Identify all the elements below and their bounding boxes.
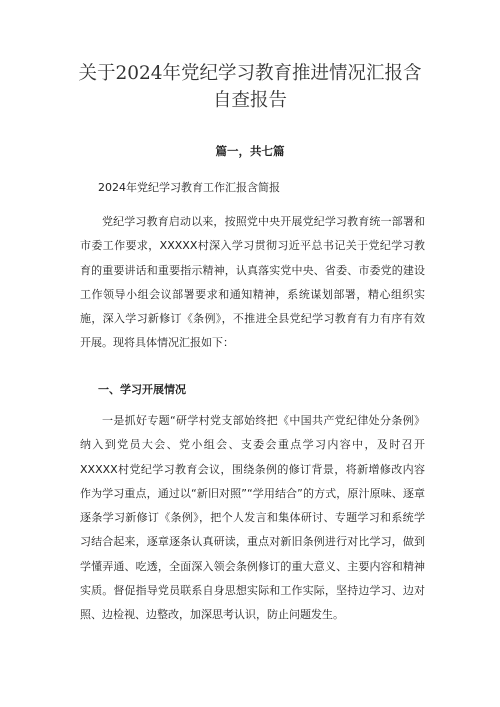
report-subtitle: 2024年党纪学习教育工作汇报含简报 xyxy=(98,181,280,194)
learning-paragraph: 一是抓好专题“研学村党支部始终把《中国共产党纪律处分条例》纳入到党员大会、党小组会、支委会重点学习内容中，及时召开XXXXX村党纪学习教育会议，围绕条例的修订背景，将新增修改内容作为学习重点，通过以“新旧对照”“学用结合”的方式，原汁原味、逐章逐条学习新修订《条例》，把个人发言和集体研讨、专题学习和系统学习结合起来，逐章逐条认真研读，重点对新旧条例进行对比学习，做到学懂弄通、吃透，全面深入领会条例修订的重大意义、主要内容和精神实质。督促指导党员联系自身思想实际和工作实际，坚持边学习、边对照、边检视、边整改，加深思考认识，防止问题发生。 xyxy=(80,414,425,622)
heading-learning-situation: 一、学习开展情况 xyxy=(98,383,186,396)
document-title-line2: 自查报告 xyxy=(212,90,287,111)
section-heading: 篇一，共七篇 xyxy=(215,144,285,158)
document-title-line1: 关于2024年党纪学习教育推进情况汇报含 xyxy=(78,63,422,84)
intro-paragraph: 党纪学习教育启动以来，按照党中央开展党纪学习教育统一部署和市委工作要求，XXXXX村深入学习贯彻习近平总书记关于党纪学习教育的重要讲话和重要指示精神，认真落实党中央、省委、市委党的建设工作领导小组会议部署要求和通知精神，系统谋划部署，精心组织实施，深入学习新修订《条例》，不推进全县党纪学习教育有力有序有效开展。现将具体情况汇报如下： xyxy=(80,215,425,350)
